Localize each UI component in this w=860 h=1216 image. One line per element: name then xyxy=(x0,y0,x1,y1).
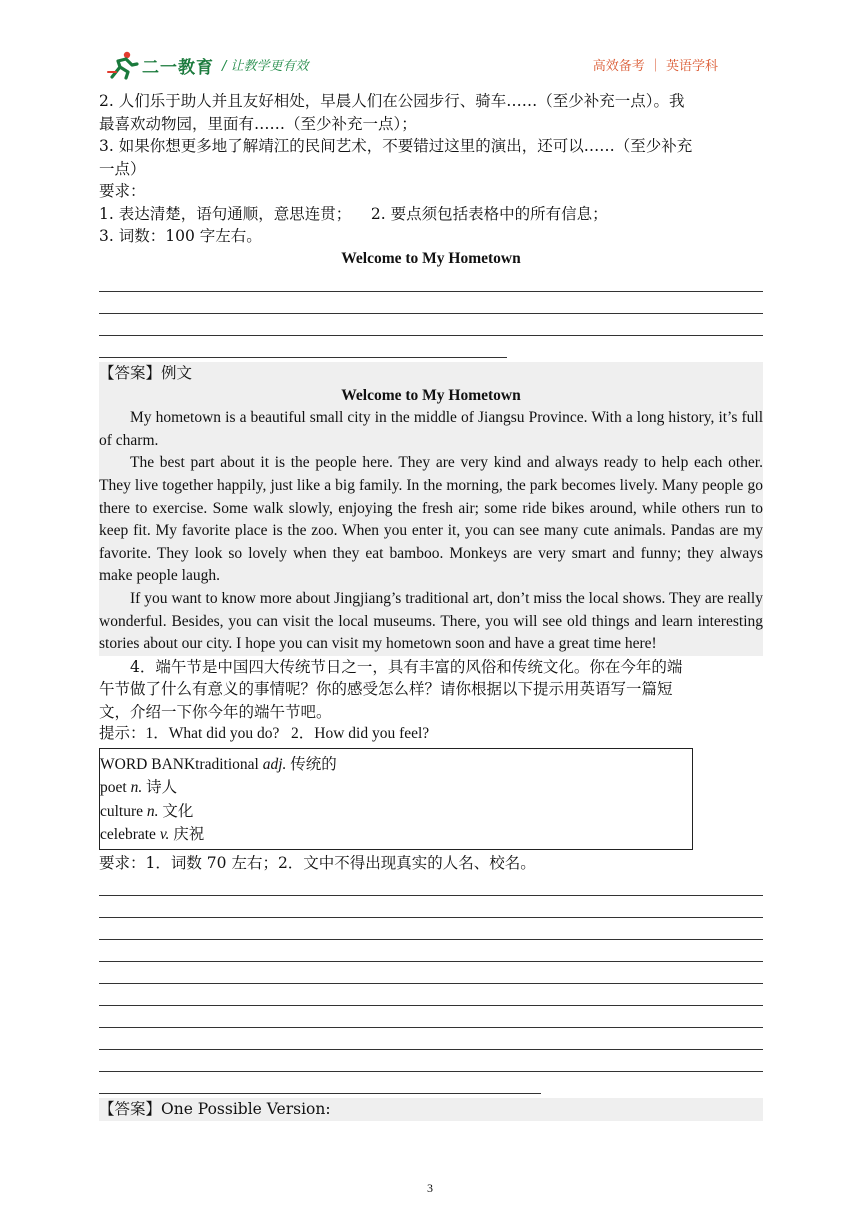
answer-blank-line[interactable] xyxy=(99,940,763,962)
page-number: 3 xyxy=(427,1181,433,1195)
answer-paragraph: The best part about it is the people here. They are very kind and always ready to help each other. They live together happily, just like a big family. In the morning, the park becomes lively. Many people go there to exercise. Some walk slowly, enjoying the fresh air; some ride bikes around, while others run to keep fit. My favorite place is the zoo. When you enter it, you can see many cute animals. Pandas are my favorite. They look so lovely when they eat bamboo. Monkeys are very smart and funny; they always make people laugh. xyxy=(99,454,763,585)
question-4-intro: 4．端午节是中国四大传统节日之一，具有丰富的风俗和传统文化。你在今年的端 xyxy=(130,657,683,676)
sample-answer-block xyxy=(99,362,763,656)
requirements-label: 要求： xyxy=(99,182,146,200)
question-4-hints: 提示：1．What did you do? 2．How did you feel? xyxy=(99,725,430,743)
answer-blank-line[interactable] xyxy=(99,314,763,336)
essay-title: Welcome to My Hometown xyxy=(341,249,521,267)
answer-blank-line[interactable] xyxy=(99,984,763,1006)
word-bank-row xyxy=(100,753,690,777)
word-bank-row xyxy=(100,800,690,824)
answer-blank-line[interactable] xyxy=(99,292,763,314)
word-bank-word: culture xyxy=(100,802,144,820)
answer-blank-line[interactable] xyxy=(99,874,763,896)
word-bank-meaning: 传统的 xyxy=(290,754,337,773)
answer-blank-line[interactable] xyxy=(99,1050,763,1072)
answer-blank-line[interactable] xyxy=(99,1006,763,1028)
word-bank-row xyxy=(100,776,690,800)
word-bank-meaning: 诗人 xyxy=(146,778,178,797)
runner-logo-icon xyxy=(106,50,140,80)
rule-line-1: 1. 表达清楚，语句通顺，意思连贯； 2. 要点须包括表格中的所有信息； xyxy=(99,204,608,223)
word-bank-pos: n. xyxy=(146,802,159,820)
answer-blank-line[interactable] xyxy=(99,896,763,918)
word-bank-meaning: 文化 xyxy=(162,801,194,820)
requirement-2b: 最喜欢动物园，里面有……（至少补充一点）； xyxy=(99,114,417,133)
header-slogan: / 让教学更有效 xyxy=(222,59,309,74)
document-body xyxy=(99,90,763,1121)
question-4-requirements: 要求：1．词数 70 左右；2．文中不得出现真实的人名、校名。 xyxy=(99,853,536,872)
question-4-intro: 午节做了什么有意义的事情呢？你的感受怎么样？请你根据以下提示用英语写一篇短 xyxy=(99,680,673,699)
word-bank-word: poet xyxy=(100,779,127,797)
word-bank-meaning: 庆祝 xyxy=(173,825,205,844)
requirement-3a: 3. 如果你想更多地了解靖江的民间艺术，不要错过这里的演出，还可以……（至少补充 xyxy=(99,137,693,155)
answer-blank-line[interactable] xyxy=(99,1028,763,1050)
answer-blank-line[interactable] xyxy=(99,336,507,358)
answer-title: Welcome to My Hometown xyxy=(341,386,521,404)
word-bank-box xyxy=(99,748,693,850)
logo-text: 二一教育 xyxy=(142,57,214,78)
header-subject: 高效备考 ｜ 英语学科 xyxy=(592,59,718,74)
answer-label: 【答案】例文 xyxy=(99,364,193,382)
word-bank-pos: n. xyxy=(130,779,143,797)
word-bank-word: traditional xyxy=(195,755,259,773)
word-bank-word: celebrate xyxy=(100,826,156,844)
word-bank-pos: v. xyxy=(159,826,170,844)
logo xyxy=(106,50,214,80)
requirement-3b: 一点） xyxy=(99,159,146,178)
page-header xyxy=(100,46,760,82)
word-bank-label: WORD BANK xyxy=(100,755,196,773)
rule-line-2: 3. 词数：100 字左右。 xyxy=(99,227,262,245)
question-4-intro: 文，介绍一下你今年的端午节吧。 xyxy=(99,702,332,721)
answer-paragraph: My hometown is a beautiful small city in the middle of Jiangsu Province. With a long history, it’s full of charm. xyxy=(99,409,763,449)
answer-paragraph: If you want to know more about Jingjiang’s traditional art, don’t miss the local shows. They are really wonderful. Besides, you can visit the local museums. There, you will see old things and learn interesting stories about our city. I hope you can visit my hometown soon and have a great time here! xyxy=(99,589,763,653)
answer-blank-line[interactable] xyxy=(99,962,763,984)
requirement-2a: 2. 人们乐于助人并且友好相处，早晨人们在公园步行、骑车……（至少补充一点）。我 xyxy=(99,92,685,110)
answer-blank-line[interactable] xyxy=(99,1072,541,1094)
answer-blank-line[interactable] xyxy=(99,918,763,940)
word-bank-pos: adj. xyxy=(262,755,287,773)
answer-blank-line[interactable] xyxy=(99,270,763,292)
question-4-answer-label: 【答案】One Possible Version: xyxy=(99,1098,763,1121)
word-bank-row xyxy=(100,823,690,847)
